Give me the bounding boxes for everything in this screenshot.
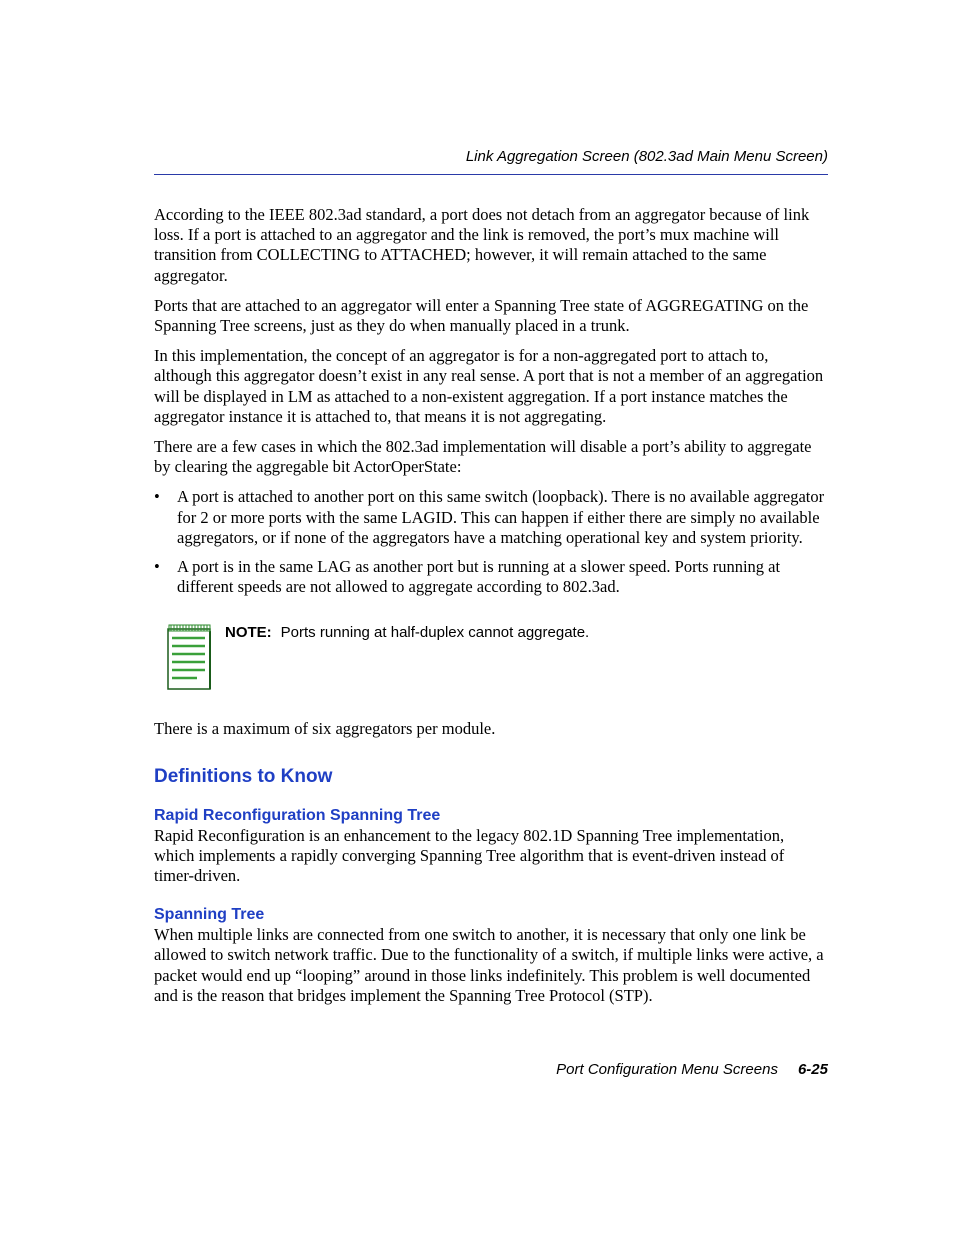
- definition-block: [154, 905, 828, 1006]
- notepad-icon: [167, 624, 213, 690]
- bullet-icon: •: [154, 557, 160, 577]
- list-item-text: A port is attached to another port on this same switch (loopback). There is no available aggregator for 2 or more ports with the same LAGID. This can happen if either there are simply no available aggregators, or if none of the aggregators have a matching operational key and system priority.: [177, 487, 825, 547]
- page-content: [154, 205, 828, 1025]
- note-text: [225, 623, 589, 643]
- list-item: [154, 557, 828, 597]
- definition-term: Spanning Tree: [154, 906, 265, 924]
- paragraph-spanning-tree-state: Ports that are attached to an aggregator will enter a Spanning Tree state of AGGREGATING on the Spanning Tree screens, just as they do when manually placed in a trunk.: [154, 295, 809, 336]
- bullet-icon: •: [154, 487, 160, 507]
- note-label: NOTE:: [225, 624, 272, 642]
- definition-term: Rapid Reconfiguration Spanning Tree: [154, 806, 441, 824]
- bullet-list: [154, 487, 828, 597]
- page-header-title: Link Aggregation Screen (802.3ad Main Menu Screen): [465, 148, 828, 165]
- list-item-text: A port is in the same LAG as another port but is running at a slower speed. Ports running at different speeds are not allowed to aggregate according to 802.3ad.: [177, 557, 781, 597]
- page-footer: [556, 1061, 828, 1078]
- page-number: 6-25: [797, 1061, 828, 1078]
- paragraph-standard: According to the IEEE 802.3ad standard, a port does not detach from an aggregator because of link loss. If a port is attached to an aggregator and the link is removed, the port’s mux machine will transition from COLLECTING to ATTACHED; however, it will remain attached to the same aggregator.: [154, 205, 810, 285]
- header-rule: [154, 174, 828, 175]
- paragraph-disable-cases: There are a few cases in which the 802.3ad implementation will disable a port’s ability to aggregate by clearing the aggregable bit ActorOperState:: [154, 437, 812, 477]
- note-body: Ports running at half-duplex cannot aggregate.: [280, 624, 590, 642]
- definition-block: [154, 806, 828, 887]
- paragraph-max-aggregators: There is a maximum of six aggregators per module.: [154, 719, 496, 739]
- definition-body: When multiple links are connected from one switch to another, it is necessary that only one link be allowed to switch network traffic. Due to the functionality of a switch, if multiple links were active, a packet would end up “looping” around in those links indefinitely. This problem is well documented and is the reason that bridges implement the Spanning Tree Protocol (STP).: [154, 925, 824, 1005]
- list-item: [154, 487, 828, 548]
- paragraph-implementation: In this implementation, the concept of an aggregator is for a non-aggregated port to attach to, although this aggregator doesn’t exist in any real sense. A port that is not a member of an aggregation will be displayed in LM as attached to a non-existent aggregation. If a port instance matches the aggregator instance it is attached to, that means it is not aggregating.: [154, 346, 824, 426]
- definition-body: Rapid Reconfiguration is an enhancement to the legacy 802.1D Spanning Tree implementation, which implements a rapidly converging Spanning Tree algorithm that is event-driven instead of timer-driven.: [154, 825, 785, 886]
- footer-section-title: Port Configuration Menu Screens: [556, 1061, 778, 1078]
- section-heading: Definitions to Know: [154, 765, 333, 787]
- note-box: [154, 623, 828, 693]
